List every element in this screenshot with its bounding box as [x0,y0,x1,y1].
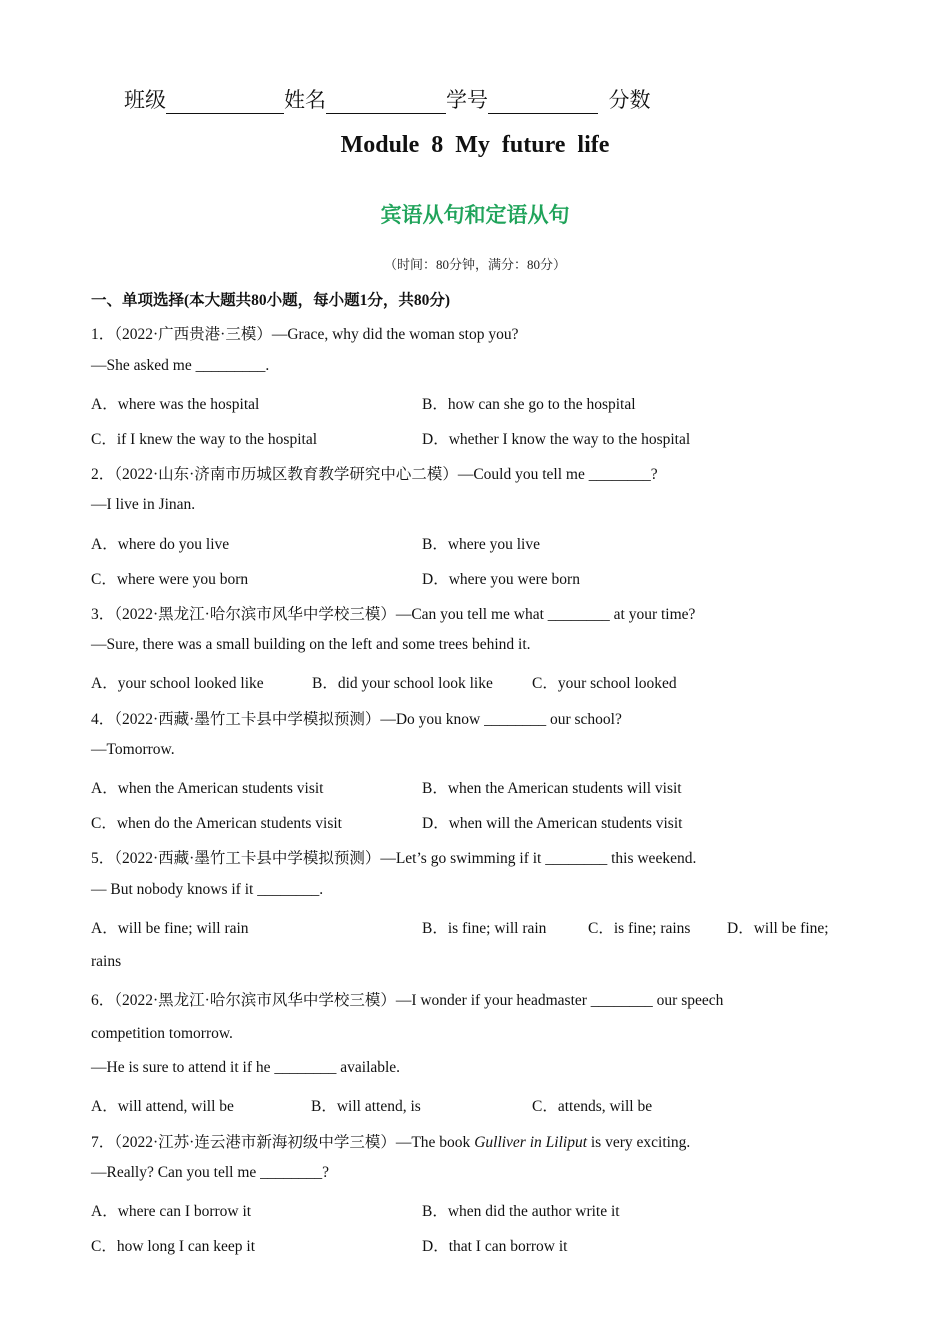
question-6-option-b[interactable]: B．will attend, is [311,1098,421,1115]
question-2-reply: —I live in Jinan. [91,496,196,513]
question-7-reply: —Really? Can you tell me ________? [91,1164,330,1181]
question-7-stem [91,1130,690,1152]
question-3-option-a[interactable]: A．your school looked like [91,675,264,692]
page-subtitle: 宾语从句和定语从句 [380,203,570,227]
question-7-option-b[interactable]: B．when did the author write it [422,1203,620,1220]
question-4-option-c[interactable]: C．when do the American students visit [91,815,342,832]
question-1-option-a[interactable]: A．where was the hospital [91,396,260,413]
question-7-stem-pre: 7．（2022·江苏·连云港市新海初级中学三模）—The book [91,1134,475,1151]
question-7-option-d[interactable]: D．that I can borrow it [422,1238,568,1255]
question-2-stem: 2．（2022·山东·济南市历城区教育教学研究中心二模）—Could you tell me ________? [91,466,658,483]
question-1-option-b[interactable]: B．how can she go to the hospital [422,396,636,413]
section-heading: 一、单项选择(本大题共80小题，每小题1分，共80分) [91,292,451,309]
question-1-stem: 1．（2022·广西贵港·三模）—Grace, why did the woman stop you? [91,326,519,343]
question-4-option-b[interactable]: B．when the American students will visit [422,780,682,797]
question-2-option-a[interactable]: A．where do you live [91,536,230,553]
class-label: 班级 [124,88,166,112]
question-3-reply: —Sure, there was a small building on the left and some trees behind it. [91,636,531,653]
question-6-stem-wrap: competition tomorrow. [91,1025,233,1042]
page-title: Module 8 My future life [340,132,610,158]
time-info: （时间：80分钟，满分：80分） [383,257,566,272]
student-info-header [124,84,651,114]
question-6-reply: —He is sure to attend it if he ________ available. [91,1059,401,1076]
question-5-option-b[interactable]: B．is fine; will rain [422,920,547,937]
question-4-option-a[interactable]: A．when the American students visit [91,780,324,797]
question-4-stem: 4．（2022·西藏·墨竹工卡县中学模拟预测）—Do you know ________ our school? [91,711,622,728]
class-blank[interactable] [166,91,284,114]
question-2-option-c[interactable]: C．where were you born [91,571,249,588]
question-2-option-b[interactable]: B．where you live [422,536,540,553]
question-6-option-c[interactable]: C．attends, will be [532,1098,653,1115]
question-7-option-a[interactable]: A．where can I borrow it [91,1203,252,1220]
question-6-option-a[interactable]: A．will attend, will be [91,1098,234,1115]
question-5-option-a[interactable]: A．will be fine; will rain [91,920,249,937]
question-1-option-d[interactable]: D．whether I know the way to the hospital [422,431,691,448]
question-1-option-c[interactable]: C．if I knew the way to the hospital [91,431,317,448]
question-1-reply: —She asked me _________. [91,357,270,374]
id-label: 学号 [446,88,488,112]
id-blank[interactable] [488,91,598,114]
question-3-option-b[interactable]: B．did your school look like [312,675,493,692]
question-5-option-c[interactable]: C．is fine; rains [588,920,691,937]
name-blank[interactable] [326,91,446,114]
name-label: 姓名 [284,88,326,112]
question-2-option-d[interactable]: D．where you were born [422,571,580,588]
question-7-option-c[interactable]: C．how long I can keep it [91,1238,256,1255]
question-7-stem-post: is very exciting. [587,1134,691,1151]
question-5-reply: — But nobody knows if it ________. [91,881,324,898]
question-3-stem: 3．（2022·黑龙江·哈尔滨市风华中学校三模）—Can you tell me what ________ at your time? [91,606,696,623]
question-6-stem: 6．（2022·黑龙江·哈尔滨市风华中学校三模）—I wonder if your headmaster ________ our speech [91,992,724,1009]
question-3-option-c[interactable]: C．your school looked [532,675,677,692]
question-5-option-d[interactable]: D．will be fine; [727,920,829,937]
score-label: 分数 [608,88,651,112]
book-title: Gulliver in Liliput [474,1134,587,1151]
question-5-option-d-wrap[interactable]: rains [91,953,122,970]
question-4-option-d[interactable]: D．when will the American students visit [422,815,683,832]
question-4-reply: —Tomorrow. [91,741,175,758]
question-5-stem: 5．（2022·西藏·墨竹工卡县中学模拟预测）—Let’s go swimming if it ________ this weekend. [91,850,697,867]
